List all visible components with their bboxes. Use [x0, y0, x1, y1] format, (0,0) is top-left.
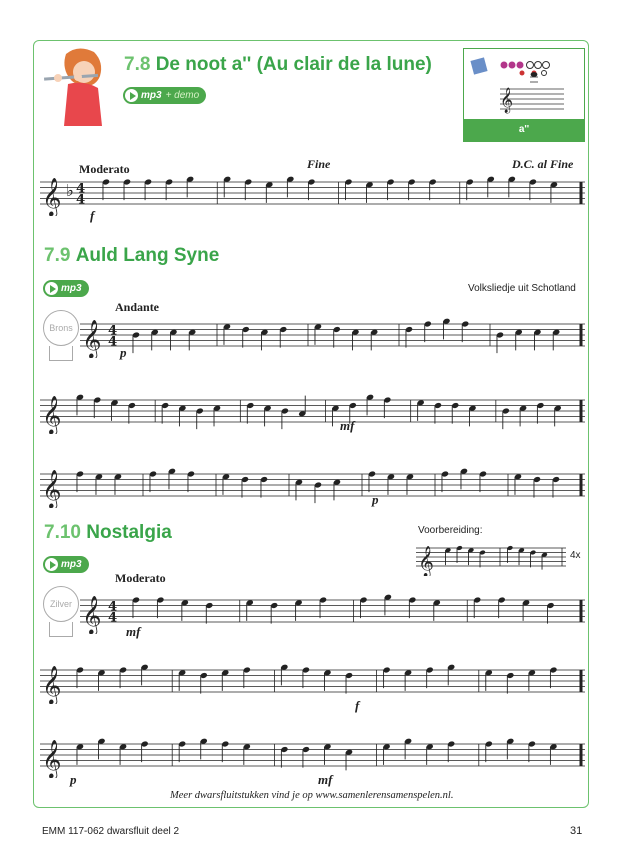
play-icon	[45, 282, 58, 295]
svg-text:4: 4	[108, 599, 118, 615]
svg-text:𝄞: 𝄞	[42, 177, 62, 216]
staff-7-9-line-1	[80, 310, 585, 358]
dynamic-marking: p	[120, 345, 127, 360]
exercise-number: 7.9	[44, 245, 71, 266]
fingering-chart	[463, 48, 585, 142]
exercise-title	[44, 522, 172, 544]
svg-text:4: 4	[108, 334, 118, 350]
dynamic-marking: p	[70, 772, 77, 787]
play-icon	[125, 89, 138, 102]
svg-text:𝄞: 𝄞	[82, 319, 102, 358]
medal-ribbon	[49, 622, 73, 637]
fingering-note-label: a''	[464, 119, 584, 141]
dc-al-fine-marking: D.C. al Fine	[512, 157, 574, 171]
dynamic-marking: f	[90, 208, 95, 223]
preparation-staff	[416, 540, 566, 576]
svg-text:4: 4	[76, 192, 86, 208]
dynamic-marking: f	[355, 698, 360, 713]
staff-7-10-line-1	[80, 586, 585, 634]
svg-text:4: 4	[108, 323, 118, 339]
badge-label: mp3	[61, 559, 82, 570]
badge-extra-label: + demo	[165, 90, 200, 101]
staff-7-9-line-3	[40, 460, 585, 508]
badge-label: mp3	[61, 283, 82, 294]
svg-text:𝄞: 𝄞	[500, 88, 514, 113]
svg-text:𝄞: 𝄞	[42, 469, 62, 508]
medal-ribbon	[49, 346, 73, 361]
dynamic-marking: mf	[126, 624, 141, 639]
repeat-count: 4x	[570, 550, 581, 561]
preparation-label: Voorbereiding:	[418, 525, 483, 536]
staff-7-9-line-2	[40, 386, 585, 434]
svg-text:𝄞: 𝄞	[42, 665, 62, 704]
svg-text:4: 4	[108, 610, 118, 626]
exercise-name: Auld Lang Syne	[75, 245, 220, 266]
publication-code: EMM 117-062 dwarsfluit deel 2	[42, 826, 180, 837]
staff-7-10-line-3	[40, 730, 585, 778]
exercise-number: 7.8	[124, 54, 151, 75]
flute-player-illustration	[38, 42, 120, 128]
medal-label: Zilver	[43, 586, 79, 622]
fine-marking: Fine	[307, 157, 331, 171]
tempo-marking: Moderato	[79, 162, 130, 176]
staff-7-10-line-2	[40, 656, 585, 704]
staff-7-8	[40, 168, 585, 216]
svg-text:𝄞: 𝄞	[82, 595, 102, 634]
exercise-title	[44, 245, 219, 267]
dynamic-marking: mf	[318, 772, 333, 787]
song-source: Volksliedje uit Schotland	[468, 283, 576, 294]
dynamic-marking: p	[372, 492, 379, 507]
tempo-marking: Moderato	[115, 571, 166, 585]
svg-text:𝄞: 𝄞	[418, 546, 434, 576]
bronze-medal-icon	[43, 310, 79, 361]
badge-label: mp3	[141, 90, 162, 101]
svg-text:𝄞: 𝄞	[42, 395, 62, 434]
medal-label: Brons	[43, 310, 79, 346]
tempo-marking: Andante	[115, 300, 160, 314]
mp3-button[interactable]	[43, 280, 89, 297]
mp3-button[interactable]	[43, 556, 89, 573]
silver-medal-icon	[43, 586, 79, 637]
dynamic-marking: mf	[340, 418, 355, 433]
svg-text:4: 4	[76, 181, 86, 197]
promo-text: Meer dwarsfluitstukken vind je op www.samenlerensamenspelen.nl.	[170, 790, 454, 801]
exercise-number: 7.10	[44, 522, 81, 543]
svg-text:𝄞: 𝄞	[42, 739, 62, 778]
mp3-demo-button[interactable]	[123, 87, 206, 104]
exercise-name: Nostalgia	[86, 522, 172, 543]
exercise-name: De noot a'' (Au clair de la lune)	[155, 54, 432, 75]
play-icon	[45, 558, 58, 571]
page-number: 31	[570, 825, 583, 837]
exercise-title	[124, 54, 432, 76]
svg-text:♭: ♭	[66, 180, 74, 200]
fingering-diagram	[464, 49, 584, 119]
